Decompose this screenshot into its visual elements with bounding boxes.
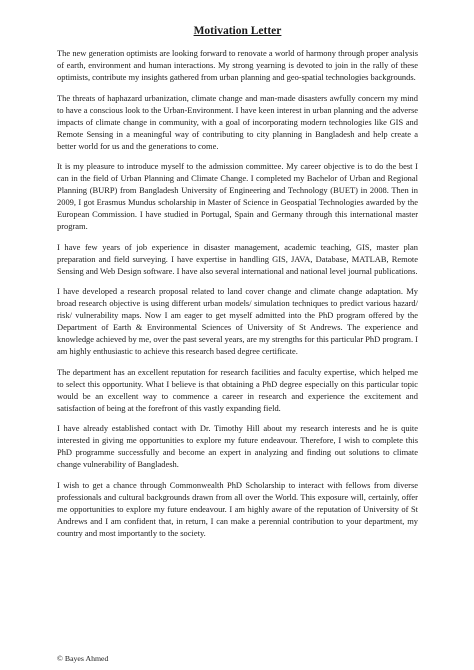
paragraph-7: I have already established contact with Dr. Timothy Hill about my research interests and he is quite interested in giving me opportunities to explore my future endeavour. Therefore, I wish to complete this PhD programme successfully and become an expert in analyzing and finding out solutions to climate change vulnerability of Bangladesh. [57, 423, 418, 469]
paragraph-6: The department has an excellent reputation for research facilities and faculty expertise, which helped me to select this opportunity. What I believe is that obtaining a PhD degree especially on this particular topic would be an excellent way to commence a career in research and experience the excitement and satisfaction of being at the forefront of this vastly expanding field. [57, 366, 418, 413]
copyright-footer: © Bayes Ahmed [57, 654, 109, 663]
paragraph-8: I wish to get a chance through Commonwealth PhD Scholarship to interact with fellows from diverse professionals and cultural backgrounds drawn from all over the World. This exposure will, certainly, offer me opportunities to explore my future endeavour. I am highly aware of the reputation of University of St Andrews and I am confident that, in return, I can make a perennial contribution to your department, my country and most importantly to the society. [57, 479, 418, 538]
paragraph-4: I have few years of job experience in disaster management, academic teaching, GIS, master plan preparation and field surveying. I have expertise in handling GIS, JAVA, Database, MATLAB, Remote Sensing and Web Design software. I have also several international and national level journal publications. [57, 241, 418, 276]
paragraph-5: I have developed a research proposal related to land cover change and climate change adaptation. My broad research objective is using different urban models/ simulation techniques to predict various hazard/ risk/ vulnerability maps. Now I am eager to get myself admitted into the PhD program offered by the Department of Earth & Environmental Sciences of University of St Andrews. The experience and knowledge achieved by me, over the past several years, are my strengths for this particular PhD program. I am highly enthusiastic to achieve this research based degree certificate. [57, 286, 418, 356]
paragraph-3: It is my pleasure to introduce myself to the admission committee. My career objective is to do the best I can in the field of Urban Planning and Climate Change. I completed my Bachelor of Urban and Regional Planning (BURP) from Bangladesh University of Engineering and Technology (BUET) in 2008. Then in 2009, I got Erasmus Mundus scholarship in Master of Science in Geospatial Technologies awarded by the European Commission. I have studied in Portugal, Spain and Germany through this international master program. [57, 161, 418, 231]
document-title: Motivation Letter [193, 25, 282, 37]
paragraph-2: The threats of haphazard urbanization, climate change and man-made disasters awfully concern my mind to have a conscious look to the Urban-Environment. I have keen interest in urban planning and the adverse impacts of climate change in community, with a goal of incorporating modern technologies like GIS and Remote Sensing in a meaningful way of contributing to city planning in Bangladesh and help create a better world for us and the generations to come. [57, 92, 418, 151]
document-body [57, 47, 418, 539]
paragraph-1: The new generation optimists are looking forward to renovate a world of harmony through proper analysis of earth, environment and human interactions. My strong yearning is devoted to join in the rally of these optimists, contribute my insights gathered from urban planning and geo-spatial technologies backgrounds. [57, 48, 418, 82]
